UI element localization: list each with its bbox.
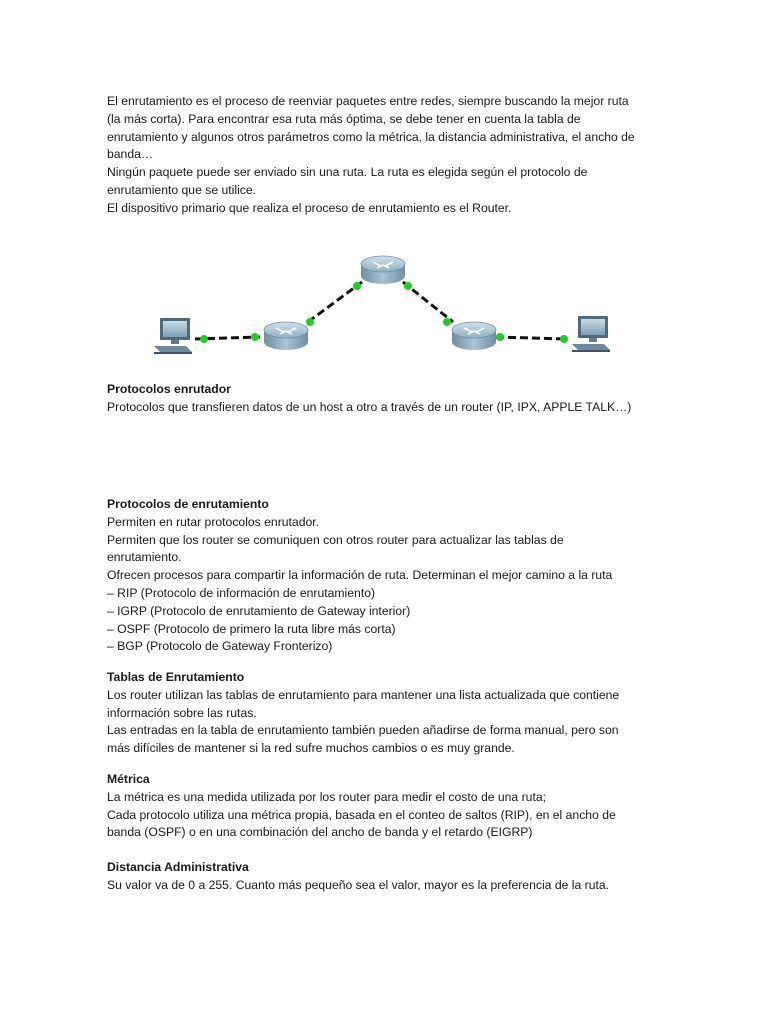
section-protocolos-enrutamiento [107, 496, 727, 656]
text-line: enrutamiento que se utilice. [107, 182, 257, 197]
text-line: Protocolos que transfieren datos de un host a otro a través de un router (IP, IPX, APPLE TALK…) [107, 399, 632, 414]
text-line: Las entradas en la tabla de enrutamiento también pueden añadirse de forma manual, pero son [107, 723, 619, 738]
text-line: Su valor va de 0 a 255. Cuanto más pequeño sea el valor, mayor es la preferencia de la ruta. [107, 877, 610, 892]
text-line: enrutamiento. [107, 550, 182, 565]
link-lines [195, 282, 567, 339]
router-icon [361, 256, 405, 284]
text-line: (la más corta). Para encontrar esa ruta más óptima, se debe tener en cuenta la tabla de [107, 111, 581, 126]
section-heading: Métrica [107, 772, 150, 786]
intro-paragraph [107, 93, 707, 218]
router-icon [264, 322, 308, 350]
text-line: La métrica es una medida utilizada por los router para medir el costo de una ruta; [107, 789, 546, 804]
text-line: Cada protocolo utiliza una métrica propia, basada en el conteo de saltos (RIP), en el ancho de [107, 807, 616, 822]
section-heading: Protocolos de enrutamiento [107, 497, 269, 511]
list-item: – BGP (Protocolo de Gateway Fronterizo) [107, 639, 333, 654]
section-heading: Protocolos enrutador [107, 382, 231, 396]
text-line: Permiten en rutar protocolos enrutador. [107, 514, 320, 529]
section-protocolos-enrutador [107, 381, 727, 417]
text-line: El dispositivo primario que realiza el proceso de enrutamiento es el Router. [107, 200, 512, 215]
list-item: – RIP (Protocolo de información de enrutamiento) [107, 585, 376, 600]
text-line: información sobre las rutas. [107, 705, 257, 720]
text-line: más difíciles de mantener si la red sufre muchos cambios o es muy grande. [107, 741, 515, 756]
section-distancia-administrativa [107, 859, 727, 895]
text-line: Ofrecen procesos para compartir la información de ruta. Determinan el mejor camino a la ruta [107, 568, 613, 583]
pc-icon [154, 318, 192, 354]
text-line: banda… [107, 147, 154, 162]
section-metrica [107, 771, 727, 842]
router-icon [452, 322, 496, 350]
section-heading: Distancia Administrativa [107, 860, 249, 874]
section-tablas-enrutamiento [107, 669, 727, 758]
network-diagram [0, 236, 768, 366]
pc-icon [572, 316, 610, 352]
text-line: El enrutamiento es el proceso de reenviar paquetes entre redes, siempre buscando la mejor ruta [107, 94, 629, 108]
section-heading: Tablas de Enrutamiento [107, 670, 245, 684]
port-indicators [200, 282, 568, 343]
text-line: banda (OSPF) o en una combinación del ancho de banda y el retardo (EIGRP) [107, 825, 533, 840]
text-line: Ningún paquete puede ser enviado sin una ruta. La ruta es elegida según el protocolo de [107, 165, 588, 180]
list-item: – OSPF (Protocolo de primero la ruta libre más corta) [107, 621, 396, 636]
text-line: Los router utilizan las tablas de enrutamiento para mantener una lista actualizada que contiene [107, 687, 620, 702]
text-line: Permiten que los router se comuniquen con otros router para actualizar las tablas de [107, 532, 564, 547]
list-item: – IGRP (Protocolo de enrutamiento de Gateway interior) [107, 603, 411, 618]
text-line: enrutamiento y algunos otros parámetros como la métrica, la distancia administrativa, el ancho de [107, 129, 635, 144]
